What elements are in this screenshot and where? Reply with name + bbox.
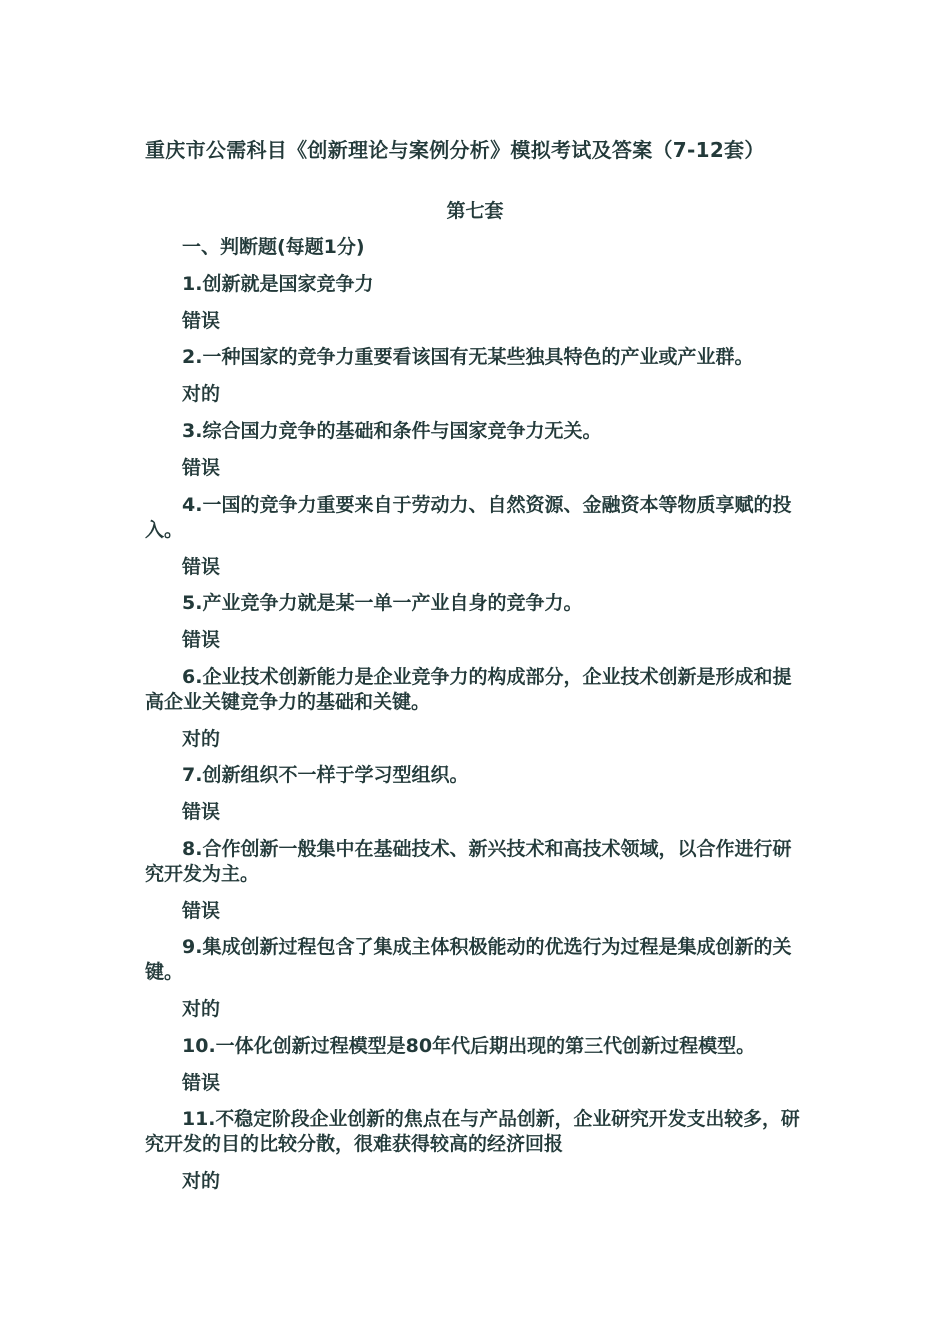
answer-text: 对的 (182, 728, 221, 750)
question-text: 10.一体化创新过程模型是80年代后期出现的第三代创新过程模型。 (182, 1035, 756, 1057)
question-text: 9.集成创新过程包含了集成主体积极能动的优选行为过程是集成创新的关 (182, 936, 792, 958)
question-text-continued: 入。 (145, 519, 184, 541)
answer-text: 错误 (182, 801, 221, 823)
set-heading: 第七套 (446, 200, 504, 222)
question-text-continued: 究开发为主。 (145, 863, 260, 885)
answer-text: 错误 (182, 556, 221, 578)
section-heading: 一、判断题(每题1分) (182, 236, 365, 258)
answer-text: 对的 (182, 998, 221, 1020)
question-text: 5.产业竞争力就是某一单一产业自身的竞争力。 (182, 592, 583, 614)
question-text: 7.创新组织不一样于学习型组织。 (182, 764, 469, 786)
question-text-continued: 究开发的目的比较分散，很难获得较高的经济回报 (145, 1133, 564, 1155)
question-text-continued: 高企业关键竞争力的基础和关键。 (145, 691, 431, 713)
question-text: 11.不稳定阶段企业创新的焦点在与产品创新，企业研究开发支出较多，研 (182, 1108, 800, 1130)
answer-text: 错误 (182, 310, 221, 332)
answer-text: 错误 (182, 629, 221, 651)
question-text: 4.一国的竞争力重要来自于劳动力、自然资源、金融资本等物质享赋的投 (182, 494, 792, 516)
question-text: 3.综合国力竞争的基础和条件与国家竞争力无关。 (182, 420, 602, 442)
answer-text: 错误 (182, 900, 221, 922)
question-text: 2.一种国家的竞争力重要看该国有无某些独具特色的产业或产业群。 (182, 346, 754, 368)
answer-text: 错误 (182, 1072, 221, 1094)
answer-text: 错误 (182, 457, 221, 479)
question-text: 8.合作创新一般集中在基础技术、新兴技术和高技术领域，以合作进行研 (182, 838, 792, 860)
question-text: 1.创新就是国家竞争力 (182, 273, 374, 295)
answer-text: 对的 (182, 383, 221, 405)
answer-text: 对的 (182, 1170, 221, 1192)
document-title: 重庆市公需科目《创新理论与案例分析》模拟考试及答案（7-12套） (145, 138, 765, 162)
question-text-continued: 键。 (145, 961, 184, 983)
question-text: 6.企业技术创新能力是企业竞争力的构成部分，企业技术创新是形成和提 (182, 666, 792, 688)
